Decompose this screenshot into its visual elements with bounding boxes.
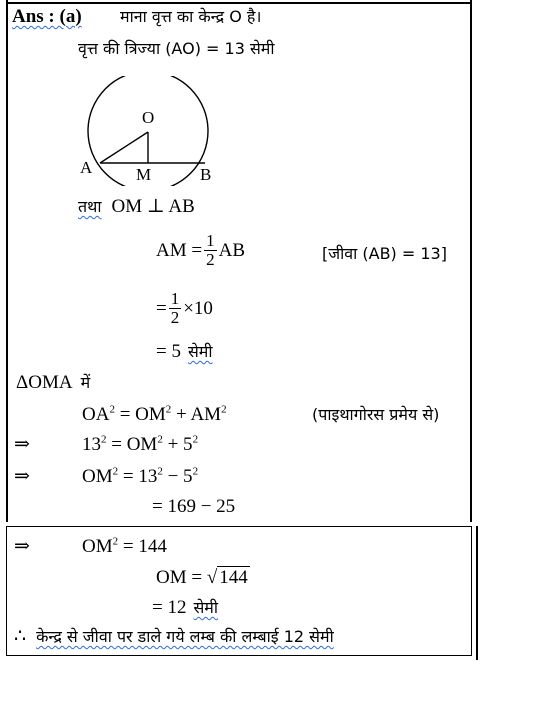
eq-twelve-unit: सेमी (193, 598, 218, 617)
sqrt-symbol: √ 144 (206, 567, 248, 588)
eq-pythagoras (82, 404, 227, 426)
eq2-13: 13 (82, 434, 101, 455)
box-right-edge (476, 526, 478, 660)
line-perpendicular (78, 196, 195, 218)
eq3-13: = 13 (118, 466, 158, 487)
eq2-sup-a: 2 (101, 433, 107, 446)
eq-substitute (82, 434, 198, 456)
eq3-5: − 5 (162, 466, 193, 487)
eq1-om: = OM (114, 404, 166, 425)
om-perp-ab: OM ⊥ AB (111, 196, 195, 217)
eq5-sup: 2 (112, 535, 119, 548)
line-assume-centre: माना वृत्त का केन्द्र O है। (120, 7, 262, 26)
triangle-name: ΔOMA (16, 372, 73, 393)
fraction-num: 1 (206, 231, 215, 250)
chord-length-note: [जीवा (AB) = 13] (322, 244, 447, 263)
eq-am (156, 232, 245, 269)
conclusion-line (14, 626, 334, 648)
implies-2: ⇒ (14, 466, 30, 487)
eq2-sup-c: 2 (192, 433, 199, 446)
eq1-sup-c: 2 (221, 403, 227, 416)
implies-3: ⇒ (14, 536, 30, 557)
eq-five-value: = 5 (156, 341, 181, 362)
eq-five-unit: सेमी (187, 342, 213, 361)
sqrt-radicand: 144 (219, 567, 248, 588)
line-radius: वृत्त की त्रिज्या (AO) = 13 सेमी (78, 39, 275, 58)
eq1-am: + AM (171, 404, 222, 425)
eq-sqrt (156, 567, 250, 589)
eq-half-left: = (156, 297, 167, 319)
eq3-om: OM (82, 466, 113, 487)
conclusion-text (36, 627, 334, 646)
eq2-5: + 5 (162, 434, 193, 455)
label-b: B (200, 165, 212, 184)
left-border (6, 0, 8, 522)
triangle-heading (16, 372, 90, 394)
label-a: A (80, 158, 93, 177)
eq-twelve (152, 597, 218, 619)
eq6-left: OM = (156, 567, 203, 588)
eq-five (156, 341, 213, 363)
triangle-in: में (80, 373, 91, 392)
conclusion-text-inner: केन्द्र से जीवा पर डाले गये लम्ब की लम्बाई 12 सेमी (36, 627, 334, 646)
fraction-half-2 (169, 290, 182, 327)
eq-twelve-value: = 12 (152, 597, 187, 618)
eq5-144: = 144 (118, 536, 167, 557)
eq3-sup-c: 2 (192, 465, 199, 478)
eq-am-right: AB (218, 239, 245, 261)
eq-half-times (156, 290, 213, 327)
answer-label-text: Ans : (a) (12, 6, 82, 27)
eq-om-144 (82, 536, 167, 558)
eq-half-right: ×10 (183, 297, 213, 319)
eq3-sup-b: 2 (157, 465, 163, 478)
radius-ao (100, 132, 148, 163)
fraction-den: 2 (206, 250, 215, 269)
eq1-sup-b: 2 (165, 403, 172, 416)
implies-1: ⇒ (14, 434, 30, 455)
circle-figure (78, 76, 278, 186)
right-border (470, 0, 472, 522)
fraction-den-2: 2 (170, 308, 180, 327)
answer-label (12, 6, 82, 28)
eq5-om: OM (82, 536, 113, 557)
eq3-sup-a: 2 (112, 465, 119, 478)
tatha-word: तथा (78, 197, 102, 216)
fraction-half (204, 232, 217, 269)
eq-subtract: = 169 − 25 (152, 496, 236, 517)
top-border (6, 2, 471, 4)
fraction-num-2: 1 (170, 289, 180, 308)
label-m: M (136, 165, 152, 184)
eq2-om: = OM (106, 434, 158, 455)
eq1-sup-a: 2 (109, 403, 115, 416)
pythagoras-note: (पाइथागोरस प्रमेय से) (312, 405, 440, 424)
label-o: O (142, 108, 155, 127)
eq-am-left: AM = (156, 239, 203, 261)
eq-rearrange (82, 466, 198, 488)
eq1-oa: OA (82, 404, 110, 425)
eq2-sup-b: 2 (157, 433, 163, 446)
therefore-symbol: ∴ (14, 626, 27, 647)
